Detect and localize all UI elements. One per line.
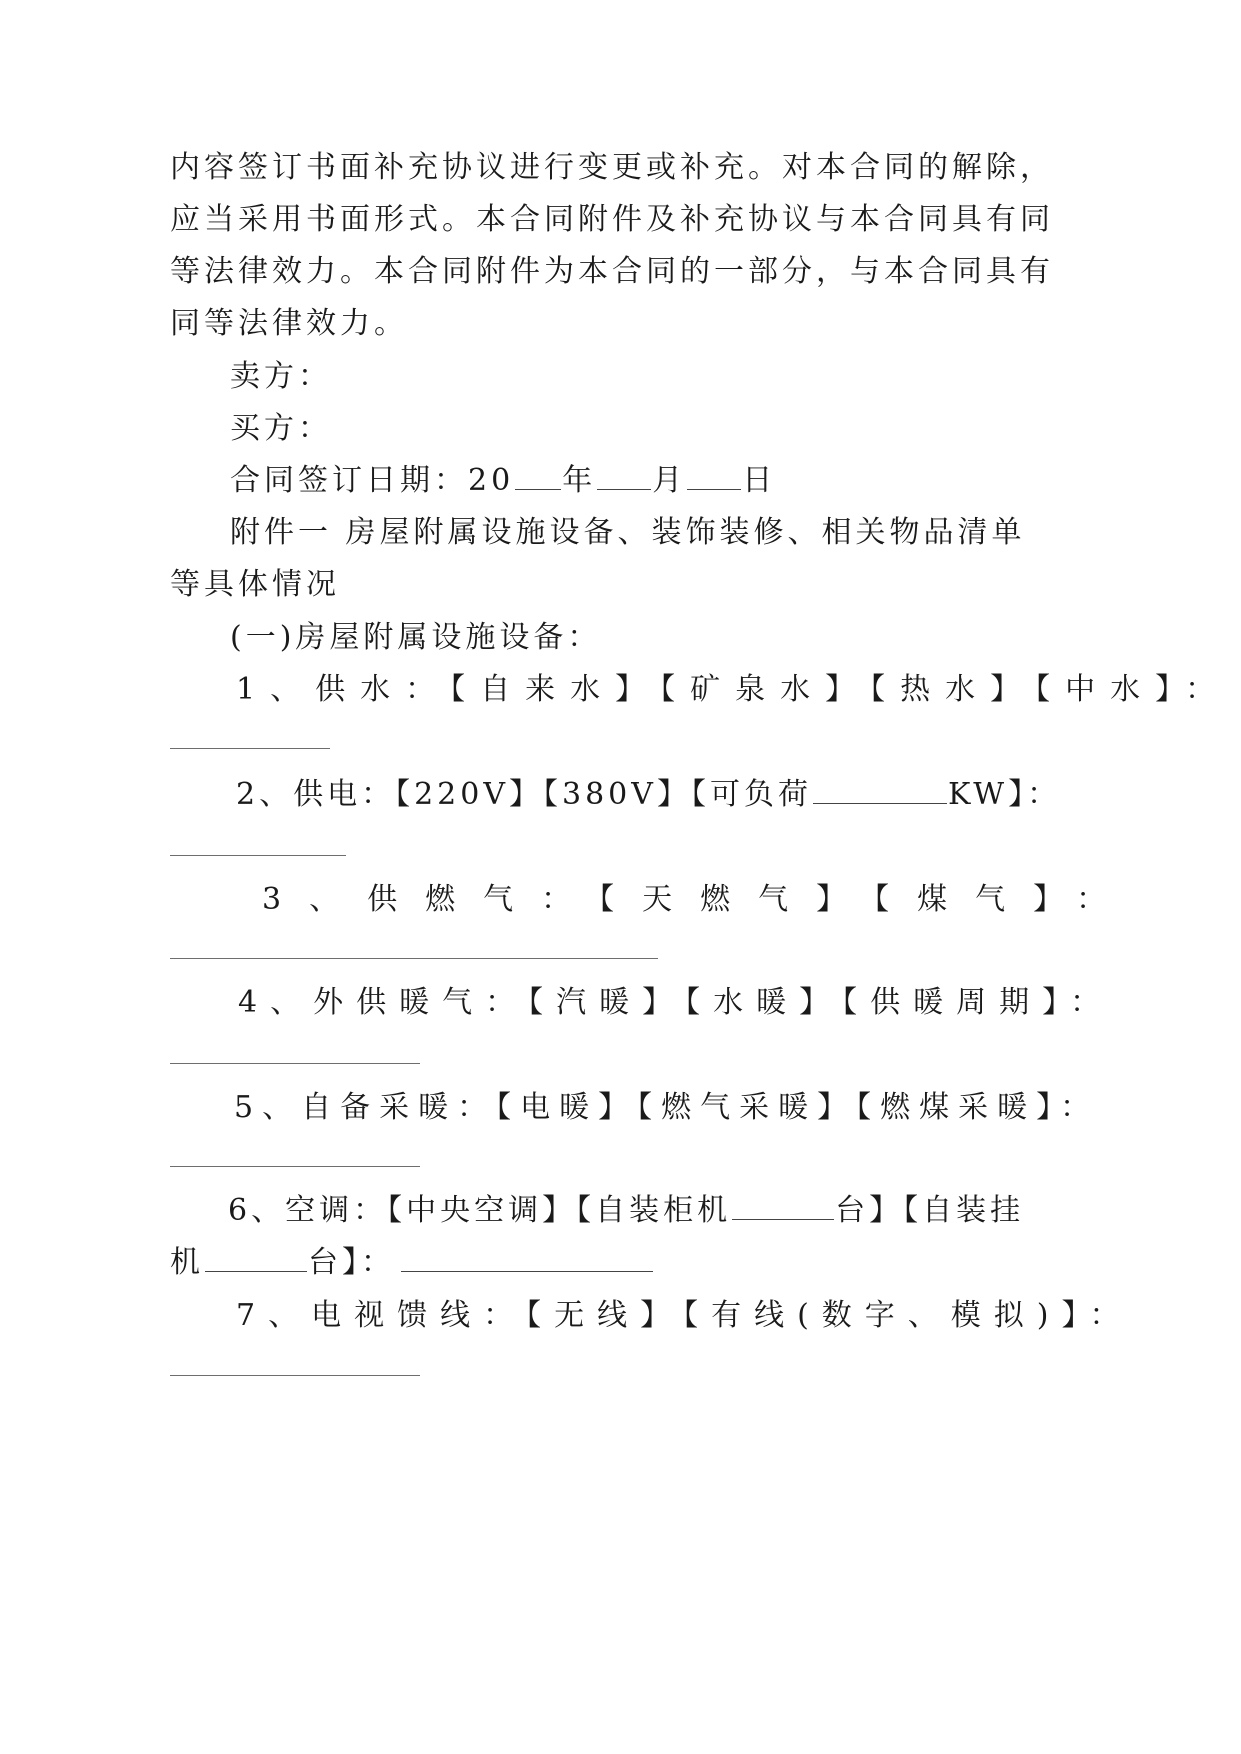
year-label: 年 [562,463,597,498]
item-heating-self: 5、自备采暖：【电暖】【燃气采暖】【燃煤采暖】： [234,1090,1100,1125]
seller-label: 卖方： [230,359,332,394]
sign-date-label: 合同签订日期：20 [230,463,515,498]
section-heading: (一)房屋附属设施设备： [230,620,602,655]
month-blank [597,465,651,490]
item-ac-line2-prefix: 机 [170,1245,204,1280]
attachment-title-line-1: 附件一 房屋附属设施设备、装饰装修、相关物品清单 [230,515,1026,550]
sign-date [230,461,776,501]
contract-paragraph-line-3: 等法律效力。本合同附件为本合同的一部分，与本合同具有 [170,254,1054,289]
item-ac-blank [401,1247,653,1272]
item-tv-blank [170,1375,420,1376]
item-water-blank [170,748,330,749]
item-power-prefix: 2、供电：【220V】【380V】【可负荷 [236,777,812,812]
month-label: 月 [652,463,687,498]
contract-paragraph-line-4: 同等法律效力。 [170,306,408,341]
day-blank [687,465,741,490]
item-ac-prefix: 6、空调：【中央空调】【自装柜机 [228,1193,732,1228]
item-ac-cabinet-blank [732,1195,834,1220]
item-water: 1、供水：【自来水】【矿泉水】【热水】【中水】： [236,672,1231,707]
item-power [236,775,1061,815]
item-ac-mid: 台】【自装挂 [835,1193,1025,1228]
contract-paragraph-line-1: 内容签订书面补充协议进行变更或补充。对本合同的解除， [170,150,1054,185]
item-ac-line-2 [170,1243,654,1283]
item-heating-external: 4、外供暖气：【汽暖】【水暖】【供暖周期】： [238,985,1114,1020]
item-tv: 7、电视馈线：【无线】【有线(数字、模拟)】： [236,1298,1133,1333]
item-gas: 3、供燃气：【天燃气】【煤气】： [262,882,1135,917]
item-ac-wall-blank [205,1247,307,1272]
day-label: 日 [742,463,777,498]
item-ac-line-1 [228,1191,1024,1231]
item-ac-line2-suffix: 台】： [308,1245,395,1280]
item-power-load-blank [813,779,947,804]
year-blank [515,465,561,490]
contract-paragraph-line-2: 应当采用书面形式。本合同附件及补充协议与本合同具有同 [170,202,1054,237]
item-power-blank [170,855,346,856]
item-power-suffix: KW】： [947,777,1062,812]
item-heating-external-blank [170,1063,420,1064]
buyer-label: 买方： [230,411,332,446]
attachment-title-line-2: 等具体情况 [170,567,340,602]
item-heating-self-blank [170,1166,420,1167]
item-gas-blank [170,958,658,959]
